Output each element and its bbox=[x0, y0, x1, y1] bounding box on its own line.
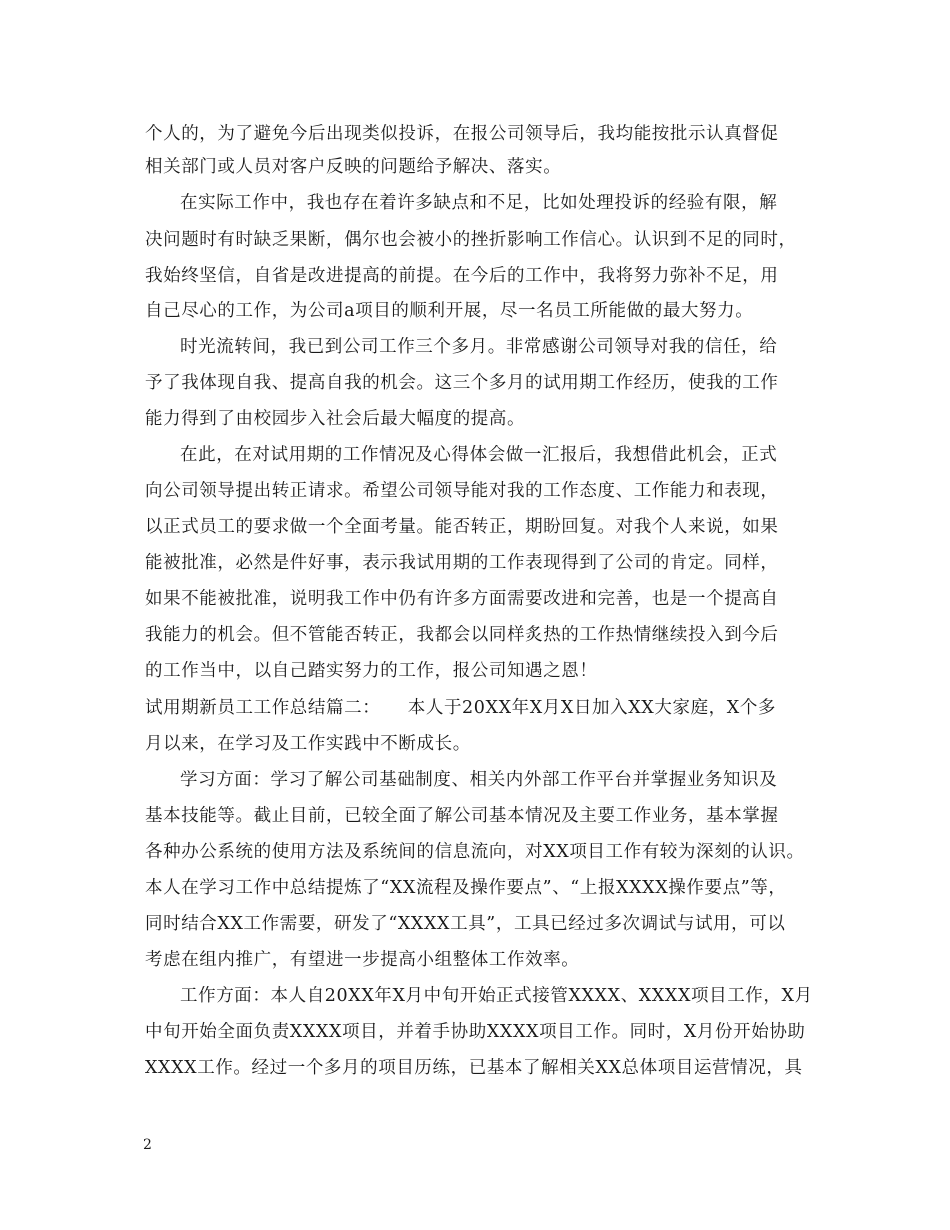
text-line: 各种办公系统的使用方法及系统间的信息流向，对XX项目工作有较为深刻的认识。 bbox=[145, 842, 805, 862]
text-line: XXXX工作。经过一个多月的项目历练，已基本了解相关XX总体项目运营情况，具 bbox=[145, 1058, 803, 1078]
paragraph-start: 工作方面：本人自20XX年X月中旬开始正式接管XXXX、XXXX项目工作，X月 bbox=[180, 986, 813, 1006]
text-line: 的工作当中，以自己踏实努力的工作，报公司知遇之恩！ bbox=[145, 661, 598, 681]
section-heading-line: 试用期新员工工作总结篇二： 本人于20XX年X月X日加入XX大家庭，X个多 bbox=[145, 698, 777, 718]
text-line: 本人在学习工作中总结提炼了“XX流程及操作要点”、“上报XXXX操作要点”等， bbox=[145, 878, 787, 898]
text-line: 基本技能等。截止目前，已较全面了解公司基本情况及主要工作业务，基本掌握 bbox=[145, 806, 779, 826]
text-line: 能力得到了由校园步入社会后最大幅度的提高。 bbox=[145, 409, 526, 429]
text-line: 向公司领导提出转正请求。希望公司领导能对我的工作态度、工作能力和表现， bbox=[145, 481, 779, 501]
text-line: 如果不能被批准，说明我工作中仍有许多方面需要改进和完善，也是一个提高自 bbox=[145, 589, 779, 609]
text-line: 决问题时有时缺乏果断，偶尔也会被小的挫折影响工作信心。认识到不足的同时， bbox=[145, 230, 797, 250]
page-number: 2 bbox=[143, 1137, 152, 1153]
text-line: 能被批准，必然是件好事，表示我试用期的工作表现得到了公司的肯定。同样， bbox=[145, 553, 779, 573]
text-line: 中旬开始全面负责XXXX项目，并着手协助XXXX项目工作。同时，X月份开始协助 bbox=[145, 1022, 806, 1042]
text-line: 考虑在组内推广，有望进一步提高小组整体工作效率。 bbox=[145, 950, 580, 970]
paragraph-start: 学习方面：学习了解公司基础制度、相关内外部工作平台并掌握业务知识及 bbox=[180, 770, 778, 790]
paragraph-start: 时光流转间，我已到公司工作三个多月。非常感谢公司领导对我的信任，给 bbox=[180, 337, 778, 357]
text-line: 以正式员工的要求做一个全面考量。能否转正，期盼回复。对我个人来说，如果 bbox=[145, 517, 779, 537]
text-line: 相关部门或人员对客户反映的问题给予解决、落实。 bbox=[145, 157, 562, 177]
text-line: 予了我体现自我、提高自我的机会。这三个多月的试用期工作经历，使我的工作 bbox=[145, 373, 779, 393]
text-line: 自己尽心的工作，为公司a项目的顺利开展，尽一名员工所能做的最大努力。 bbox=[145, 301, 754, 321]
paragraph-start: 在此，在对试用期的工作情况及心得体会做一汇报后，我想借此机会，正式 bbox=[180, 445, 778, 465]
text-line: 个人的，为了避免今后出现类似投诉，在报公司领导后，我均能按批示认真督促 bbox=[145, 124, 779, 144]
paragraph-start: 在实际工作中，我也存在着许多缺点和不足，比如处理投诉的经验有限，解 bbox=[180, 193, 778, 213]
text-line: 月以来，在学习及工作实践中不断成长。 bbox=[145, 734, 471, 754]
text-line: 我能力的机会。但不管能否转正，我都会以同样炙热的工作热情继续投入到今后 bbox=[145, 625, 779, 645]
text-line: 同时结合XX工作需要，研发了“XXXX工具”，工具已经过多次调试与试用，可以 bbox=[145, 914, 786, 934]
text-line: 我始终坚信，自省是改进提高的前提。在今后的工作中，我将努力弥补不足，用 bbox=[145, 266, 779, 286]
